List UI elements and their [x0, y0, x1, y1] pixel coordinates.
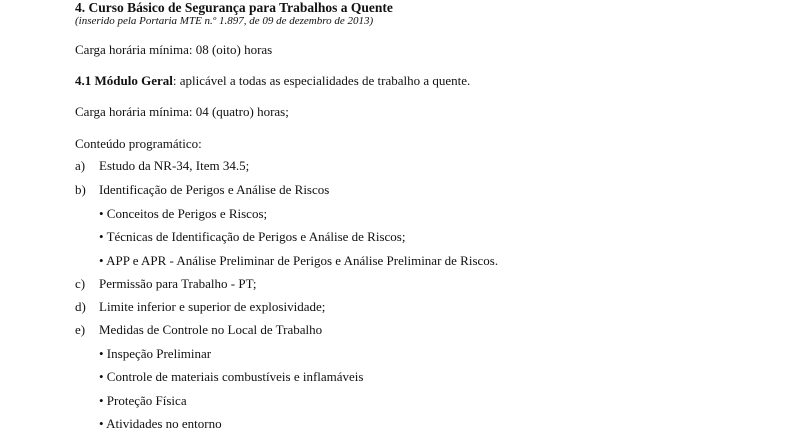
list-item-text: Medidas de Controle no Local de Trabalho — [99, 322, 323, 337]
sub-bullet: • Proteção Física — [99, 393, 187, 408]
sub-bullet: • Atividades no entorno — [99, 416, 222, 431]
section-title: 4. Curso Básico de Segurança para Trabalhos a Quente — [75, 0, 393, 15]
sub-bullet: • Inspeção Preliminar — [99, 346, 212, 361]
list-item-marker: c) — [75, 276, 86, 291]
section-subtitle: (inserido pela Portaria MTE n.º 1.897, de 09 de dezembro de 2013) — [75, 15, 374, 27]
list-item-marker: e) — [75, 322, 86, 337]
module-hours: Carga horária mínima: 04 (quatro) horas; — [75, 104, 289, 119]
list-item-marker: d) — [75, 299, 86, 314]
list-item-text: Estudo da NR-34, Item 34.5; — [99, 158, 250, 173]
module-description: : aplicável a todas as especialidades de trabalho a quente. — [172, 73, 471, 88]
module-heading — [75, 73, 470, 89]
content-label: Conteúdo programático: — [75, 136, 202, 151]
sub-bullet: • Controle de materiais combustíveis e inflamáveis — [99, 369, 364, 384]
list-item-text: Limite inferior e superior de explosividade; — [99, 299, 326, 314]
list-item-marker: b) — [75, 182, 86, 197]
list-item-text: Identificação de Perigos e Análise de Riscos — [99, 182, 330, 197]
sub-bullet: • Conceitos de Perigos e Riscos; — [99, 206, 268, 221]
list-item-marker: a) — [75, 158, 86, 173]
list-item-text: Permissão para Trabalho - PT; — [99, 276, 257, 291]
sub-bullet: • Técnicas de Identificação de Perigos e Análise de Riscos; — [99, 229, 406, 244]
course-hours: Carga horária mínima: 08 (oito) horas — [75, 42, 273, 57]
module-title: 4.1 Módulo Geral — [75, 73, 173, 88]
sub-bullet: • APP e APR - Análise Preliminar de Perigos e Análise Preliminar de Riscos. — [99, 253, 499, 268]
